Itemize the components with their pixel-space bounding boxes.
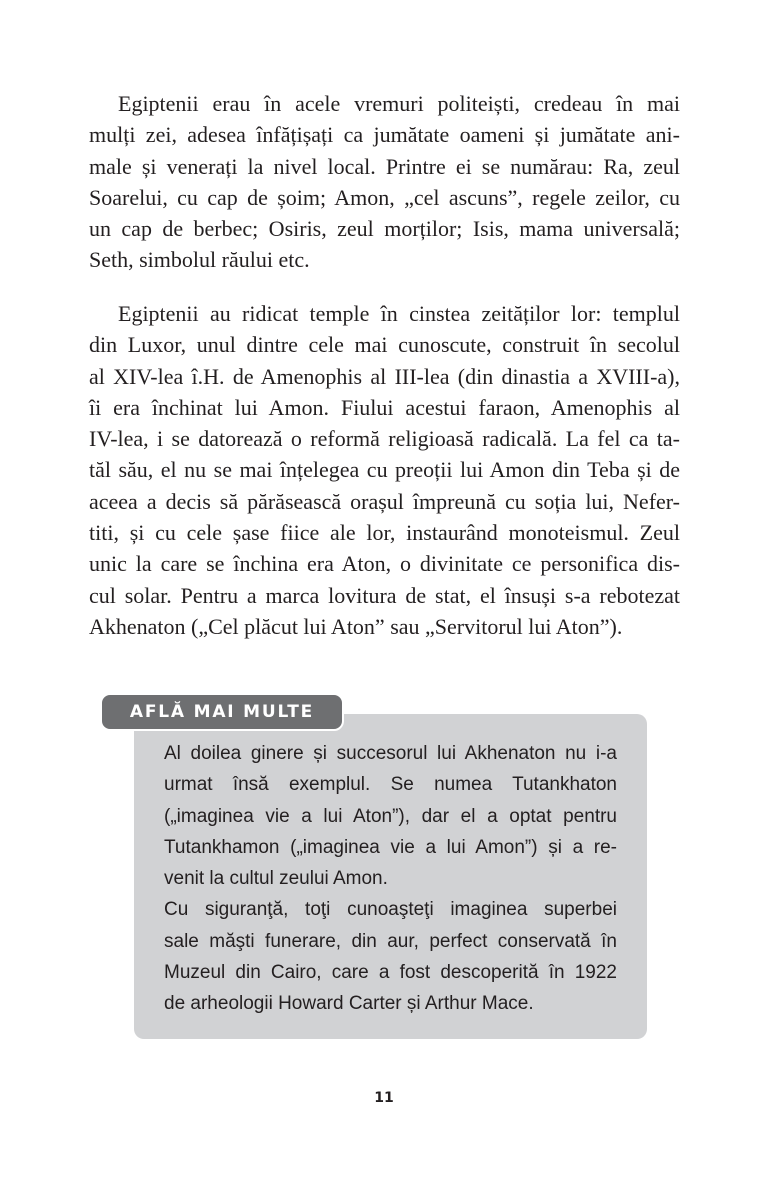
paragraph-temples-reform: [89, 298, 680, 642]
paragraph-line: male și venerați la nivel local. Printre ei se numărau: Ra, zeul: [89, 153, 680, 179]
paragraph-line: cul solar. Pentru a marca lovitura de stat, el însuși s-a rebotezat: [89, 582, 680, 608]
paragraph-line: al XIV-lea î.H. de Amenophis al III-lea (din dinastia a XVIII-a),: [89, 363, 680, 389]
paragraph-line: unic la care se închina era Aton, o divinitate ce personifica dis-: [89, 551, 680, 577]
paragraph-line: aceea a decis să părăsească orașul împreună cu soția lui, Nefer-: [89, 488, 680, 514]
paragraph-line: mulți zei, adesea înfățișați ca jumătate oameni și jumătate ani-: [89, 122, 680, 148]
paragraph-line: un cap de berbec; Osiris, zeul morților; Isis, mama universală;: [89, 216, 680, 242]
paragraph-line: Soarelui, cu cap de șoim; Amon, „cel ascuns”, regele zeilor, cu: [89, 184, 680, 210]
paragraph-line: tăl său, el nu se mai înțelegea cu preoții lui Amon din Teba și de: [89, 457, 680, 483]
callout-line: de arheologii Howard Carter și Arthur Mace.: [164, 993, 534, 1015]
paragraph-line: Seth, simbolul răului etc.: [89, 247, 310, 273]
paragraph-line: IV-lea, i se datorează o reformă religioasă radicală. La fel ca ta-: [89, 426, 680, 452]
callout-text: [164, 738, 617, 1020]
paragraph-egyptian-gods: [89, 88, 680, 276]
callout-line: Muzeul din Cairo, care a fost descoperită în 1922: [164, 962, 617, 984]
paragraph-line: titi, și cu cele șase fiice ale lor, instaurând monoteismul. Zeul: [89, 520, 680, 546]
callout-title: AFLĂ MAI MULTE: [100, 693, 344, 731]
paragraph-line: Akhenaton („Cel plăcut lui Aton” sau „Servitorul lui Aton”).: [89, 613, 623, 639]
callout-line: Tutankhamon („imaginea vie a lui Amon”) și a re-: [164, 836, 617, 858]
callout-line: sale măşti funerare, din aur, perfect conservată în: [164, 930, 617, 952]
paragraph-line: din Luxor, unul dintre cele mai cunoscute, construit în secolul: [89, 332, 680, 358]
callout-line: („imaginea vie a lui Aton”), dar el a optat pentru: [164, 805, 617, 827]
page-number: 11: [374, 1090, 394, 1106]
paragraph-line: Egiptenii au ridicat temple în cinstea zeităților lor: templul: [118, 301, 680, 326]
paragraph-line: Egiptenii erau în acele vremuri politeiști, credeau în mai: [118, 91, 680, 116]
paragraph-line: îi era închinat lui Amon. Fiului acestui faraon, Amenophis al: [89, 394, 680, 420]
callout-line: Cu siguranţă, toţi cunoaşteţi imaginea superbei: [164, 899, 617, 921]
callout-line: venit la cultul zeului Amon.: [164, 868, 388, 890]
callout-line: Al doilea ginere și succesorul lui Akhenaton nu i-a: [164, 743, 617, 764]
callout-line: urmat însă exemplul. Se numea Tutankhaton: [164, 774, 617, 796]
